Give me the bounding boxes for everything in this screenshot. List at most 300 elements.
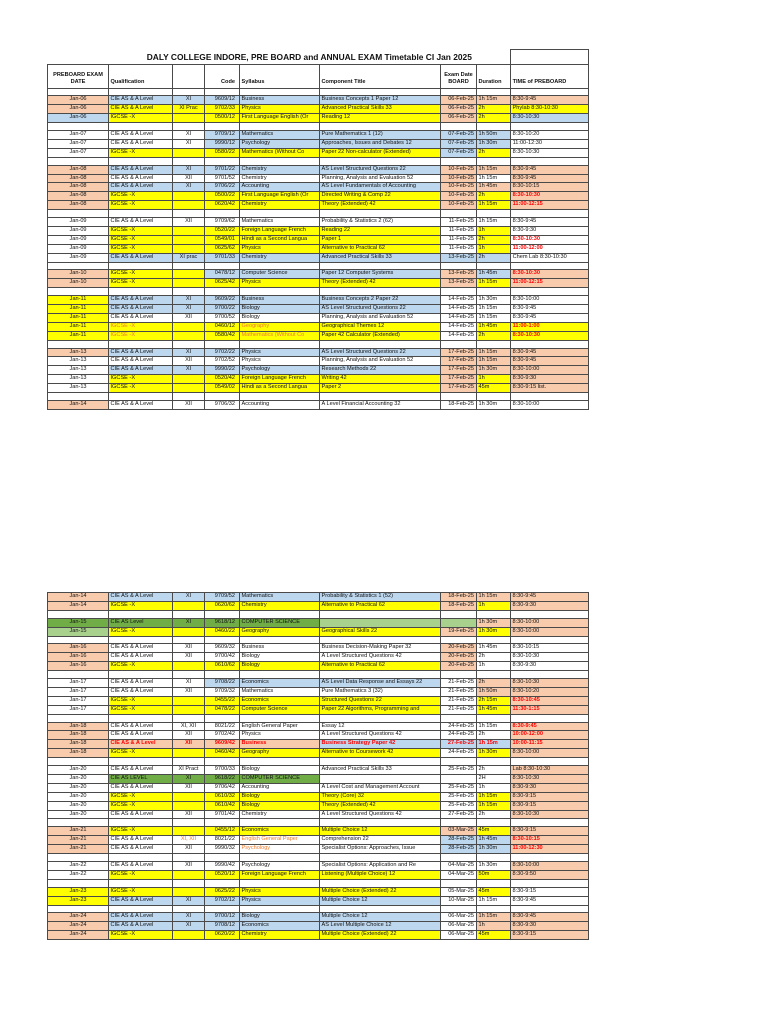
empty-cell: [441, 262, 477, 270]
empty-cell: [477, 905, 511, 913]
duration-cell: 1h 15m: [477, 357, 511, 366]
duration-cell: 45m: [477, 887, 511, 896]
preboard-time-cell: 8:30-9:15: [511, 887, 589, 896]
preboard-date-cell: Jan-20: [48, 810, 109, 819]
title-right-blank: [511, 50, 589, 65]
component-title-cell: Alternative to Practical 62: [320, 601, 441, 610]
qualification-cell: CIE AS & A Level: [109, 679, 173, 688]
duration-cell: 1h: [477, 375, 511, 384]
class-cell: XII: [173, 861, 205, 870]
table-row: [48, 601, 589, 610]
empty-cell: [511, 288, 589, 296]
preboard-time-cell: 8:30-9:15 list.: [511, 384, 589, 393]
preboard-date-cell: Jan-15: [48, 627, 109, 636]
code-cell: 0620/42: [205, 201, 240, 210]
empty-cell: [205, 393, 240, 401]
empty-cell: [173, 819, 205, 827]
qualification-cell: CIE AS & A Level: [109, 401, 173, 410]
duration-cell: 2h: [477, 766, 511, 775]
empty-cell: [441, 340, 477, 348]
table-row: [48, 731, 589, 740]
empty-cell: [109, 123, 173, 131]
empty-cell: [511, 636, 589, 644]
board-exam-date-cell: 20-Feb-25: [441, 644, 477, 653]
duration-cell: 1h 45m: [477, 836, 511, 845]
empty-cell: [477, 714, 511, 722]
class-cell: [173, 870, 205, 879]
preboard-time-cell: 8:30-10:30: [511, 148, 589, 157]
preboard-time-cell: Lab 8:30-10:30: [511, 766, 589, 775]
preboard-date-cell: Jan-20: [48, 774, 109, 783]
duration-cell: 2h: [477, 114, 511, 123]
preboard-time-cell: 8:30-10:30: [511, 192, 589, 201]
duration-cell: 1h 45m: [477, 322, 511, 331]
code-cell: 9709/62: [205, 218, 240, 227]
board-exam-date-cell: 18-Feb-25: [441, 401, 477, 410]
duration-cell: 2h: [477, 192, 511, 201]
component-title-cell: A Level Structured Questions 42: [320, 653, 441, 662]
board-exam-date-cell: 03-Mar-25: [441, 827, 477, 836]
component-title-cell: Paper 1: [320, 235, 441, 244]
empty-cell: [320, 819, 441, 827]
preboard-time-cell: 8:30-9:30: [511, 922, 589, 931]
class-cell: [173, 696, 205, 705]
empty-cell: [48, 671, 109, 679]
code-cell: 0500/12: [205, 114, 240, 123]
syllabus-cell: Mathematics (Without Co: [240, 331, 320, 340]
duration-cell: 2H: [477, 774, 511, 783]
class-cell: XI: [173, 774, 205, 783]
duration-cell: 1h: [477, 662, 511, 671]
board-exam-date-cell: 24-Feb-25: [441, 731, 477, 740]
empty-cell: [240, 123, 320, 131]
spacer-row: [48, 88, 589, 96]
table-row: [48, 913, 589, 922]
spacer-row: [48, 262, 589, 270]
duration-cell: 2h: [477, 148, 511, 157]
empty-cell: [477, 157, 511, 165]
empty-cell: [173, 340, 205, 348]
class-cell: XII: [173, 845, 205, 854]
duration-cell: 1h 45m: [477, 644, 511, 653]
class-cell: XI Prac: [173, 105, 205, 114]
component-title-cell: Alternative to Practical 62: [320, 244, 441, 253]
table-row: [48, 313, 589, 322]
code-cell: 9709/32: [205, 687, 240, 696]
code-cell: 0460/12: [205, 322, 240, 331]
code-cell: 9702/12: [205, 896, 240, 905]
code-cell: 0610/32: [205, 792, 240, 801]
empty-cell: [441, 210, 477, 218]
spacer-row: [48, 610, 589, 618]
empty-cell: [48, 636, 109, 644]
empty-cell: [511, 340, 589, 348]
preboard-date-cell: Jan-09: [48, 218, 109, 227]
board-exam-date-cell: 25-Feb-25: [441, 766, 477, 775]
board-exam-date-cell: 10-Feb-25: [441, 192, 477, 201]
preboard-date-cell: Jan-21: [48, 827, 109, 836]
qualification-cell: CIE AS & A Level: [109, 165, 173, 174]
component-title-cell: AS Level Fundamentals of Accounting: [320, 183, 441, 192]
empty-cell: [205, 879, 240, 887]
class-cell: [173, 384, 205, 393]
duration-cell: 1h 15m: [477, 801, 511, 810]
board-exam-date-cell: 06-Mar-25: [441, 913, 477, 922]
component-title-cell: Multiple Choice 12: [320, 896, 441, 905]
empty-cell: [173, 123, 205, 131]
syllabus-cell: English General Paper: [240, 722, 320, 731]
empty-cell: [109, 714, 173, 722]
qualification-cell: CIE AS & A Level: [109, 105, 173, 114]
preboard-time-cell: 8:30-10:20: [511, 131, 589, 140]
qualification-cell: IGCSE -X: [109, 870, 173, 879]
qualification-cell: IGCSE -X: [109, 705, 173, 714]
preboard-date-cell: Jan-21: [48, 845, 109, 854]
spacer-row: [48, 879, 589, 887]
table-row: [48, 331, 589, 340]
empty-cell: [173, 714, 205, 722]
preboard-time-cell: Phylab 8:30-10:30: [511, 105, 589, 114]
spacer-row: [48, 671, 589, 679]
component-title-cell: A Level Cost and Management Account: [320, 783, 441, 792]
empty-cell: [240, 819, 320, 827]
class-cell: [173, 192, 205, 201]
syllabus-cell: Psychology: [240, 861, 320, 870]
board-exam-date-cell: 10-Feb-25: [441, 201, 477, 210]
empty-cell: [48, 758, 109, 766]
component-title-cell: A Level Structured Questions 42: [320, 731, 441, 740]
empty-cell: [511, 88, 589, 96]
table-row: [48, 253, 589, 262]
component-title-cell: Advanced Practical Skills 33: [320, 766, 441, 775]
table-row: [48, 366, 589, 375]
duration-cell: 1h: [477, 783, 511, 792]
table-row: [48, 696, 589, 705]
preboard-time-cell: 8:30-10:00: [511, 861, 589, 870]
class-cell: XI Pract: [173, 766, 205, 775]
preboard-date-cell: Jan-24: [48, 922, 109, 931]
title-left-blank: [48, 50, 109, 65]
board-exam-date-cell: 10-Mar-25: [441, 896, 477, 905]
syllabus-cell: Mathematics (Without Co: [240, 148, 320, 157]
syllabus-cell: Physics: [240, 105, 320, 114]
empty-cell: [441, 88, 477, 96]
code-cell: 0620/62: [205, 601, 240, 610]
class-cell: XI: [173, 913, 205, 922]
preboard-date-cell: Jan-11: [48, 322, 109, 331]
syllabus-cell: Accounting: [240, 401, 320, 410]
syllabus-cell: Chemistry: [240, 174, 320, 183]
duration-cell: 2h: [477, 253, 511, 262]
board-exam-date-cell: 20-Feb-25: [441, 662, 477, 671]
duration-cell: 1h 30m: [477, 749, 511, 758]
table-row: [48, 662, 589, 671]
class-cell: [173, 749, 205, 758]
code-cell: 9708/22: [205, 679, 240, 688]
code-cell: 9706/42: [205, 783, 240, 792]
syllabus-cell: Accounting: [240, 783, 320, 792]
class-cell: XI: [173, 366, 205, 375]
syllabus-cell: Biology: [240, 766, 320, 775]
component-title-cell: AS Level Data Response and Essays 22: [320, 679, 441, 688]
empty-cell: [173, 636, 205, 644]
class-cell: XI: [173, 183, 205, 192]
empty-cell: [48, 854, 109, 862]
table-row: [48, 653, 589, 662]
duration-cell: 1h 15m: [477, 348, 511, 357]
preboard-time-cell: 8:30-9:30: [511, 662, 589, 671]
qualification-cell: CIE AS & A Level: [109, 861, 173, 870]
empty-cell: [205, 714, 240, 722]
preboard-time-cell: 8:30-10:30: [511, 653, 589, 662]
table-row: [48, 593, 589, 602]
component-title-cell: AS Level Structured Questions 22: [320, 305, 441, 314]
spacer-row: [48, 819, 589, 827]
duration-cell: 1h: [477, 226, 511, 235]
header-qualification: Qualification: [109, 64, 173, 88]
empty-cell: [109, 636, 173, 644]
class-cell: [173, 114, 205, 123]
class-cell: [173, 662, 205, 671]
class-cell: XI: [173, 922, 205, 931]
syllabus-cell: Physics: [240, 348, 320, 357]
duration-cell: 1h 15m: [477, 305, 511, 314]
empty-cell: [511, 819, 589, 827]
board-exam-date-cell: 11-Feb-25: [441, 235, 477, 244]
preboard-date-cell: Jan-07: [48, 148, 109, 157]
component-title-cell: Approaches, Issues and Debates 12: [320, 139, 441, 148]
duration-cell: 2h: [477, 679, 511, 688]
preboard-time-cell: 8:30-9:15: [511, 931, 589, 940]
empty-cell: [173, 393, 205, 401]
empty-cell: [48, 157, 109, 165]
table-row: [48, 131, 589, 140]
table-row: [48, 270, 589, 279]
preboard-time-cell: 8:30-9:30: [511, 783, 589, 792]
component-title-cell: Theory (Extended) 42: [320, 801, 441, 810]
preboard-time-cell: 11:00-12:00: [511, 244, 589, 253]
table-row: [48, 105, 589, 114]
empty-cell: [320, 636, 441, 644]
qualification-cell: CIE AS & A Level: [109, 174, 173, 183]
preboard-date-cell: Jan-13: [48, 348, 109, 357]
qualification-cell: IGCSE -X: [109, 931, 173, 940]
empty-cell: [477, 210, 511, 218]
component-title-cell: Comprehension 22: [320, 836, 441, 845]
empty-cell: [109, 88, 173, 96]
preboard-date-cell: Jan-20: [48, 792, 109, 801]
code-cell: 9708/12: [205, 922, 240, 931]
empty-cell: [320, 905, 441, 913]
component-title-cell: Multiple Choice (Extended) 22: [320, 931, 441, 940]
qualification-cell: CIE AS LEVEL: [109, 774, 173, 783]
preboard-date-cell: Jan-11: [48, 296, 109, 305]
empty-cell: [441, 714, 477, 722]
preboard-time-cell: 8:30-10:15: [511, 644, 589, 653]
duration-cell: 1h 45m: [477, 705, 511, 714]
board-exam-date-cell: 19-Feb-25: [441, 627, 477, 636]
preboard-date-cell: Jan-15: [48, 618, 109, 627]
code-cell: 9700/22: [205, 305, 240, 314]
preboard-date-cell: Jan-08: [48, 174, 109, 183]
empty-cell: [48, 610, 109, 618]
syllabus-cell: Mathematics: [240, 593, 320, 602]
qualification-cell: CIE AS & A Level: [109, 139, 173, 148]
table-row: [48, 401, 589, 410]
preboard-time-cell: 8:30-10:00: [511, 618, 589, 627]
component-title-cell: A Level Structured Questions 42: [320, 810, 441, 819]
component-title-cell: Multiple Choice 12: [320, 913, 441, 922]
duration-cell: 1h 15m: [477, 96, 511, 105]
preboard-time-cell: 8:30-10:30: [511, 679, 589, 688]
board-exam-date-cell: 17-Feb-25: [441, 375, 477, 384]
code-cell: 0520/42: [205, 375, 240, 384]
qualification-cell: CIE AS & A Level: [109, 766, 173, 775]
syllabus-cell: Business: [240, 644, 320, 653]
empty-cell: [48, 210, 109, 218]
class-cell: XI: [173, 896, 205, 905]
qualification-cell: IGCSE -X: [109, 279, 173, 288]
duration-cell: 2h: [477, 331, 511, 340]
preboard-date-cell: Jan-14: [48, 401, 109, 410]
class-cell: XII: [173, 687, 205, 696]
component-title-cell: Business Decision-Making Paper 32: [320, 644, 441, 653]
header-syllabus: Syllabus: [240, 64, 320, 88]
code-cell: 9702/33: [205, 105, 240, 114]
duration-cell: 1h 15m: [477, 740, 511, 749]
component-title-cell: Theory (Extended) 42: [320, 279, 441, 288]
preboard-date-cell: Jan-11: [48, 331, 109, 340]
component-title-cell: Research Methods 22: [320, 366, 441, 375]
syllabus-cell: Physics: [240, 279, 320, 288]
duration-cell: 1h 30m: [477, 401, 511, 410]
board-exam-date-cell: 07-Feb-25: [441, 131, 477, 140]
component-title-cell: Business Concepts 2 Paper 22: [320, 296, 441, 305]
table-row: [48, 766, 589, 775]
class-cell: [173, 792, 205, 801]
duration-cell: 45m: [477, 931, 511, 940]
qualification-cell: CIE AS & A Level: [109, 296, 173, 305]
code-cell: 9706/22: [205, 183, 240, 192]
qualification-cell: IGCSE -X: [109, 662, 173, 671]
empty-cell: [441, 610, 477, 618]
syllabus-cell: Geography: [240, 322, 320, 331]
table-row: [48, 774, 589, 783]
code-cell: 0478/22: [205, 705, 240, 714]
board-exam-date-cell: 06-Mar-25: [441, 931, 477, 940]
syllabus-cell: Chemistry: [240, 810, 320, 819]
table-row: [48, 384, 589, 393]
board-exam-date-cell: 04-Mar-25: [441, 870, 477, 879]
code-cell: 0625/62: [205, 244, 240, 253]
table-row: [48, 244, 589, 253]
table-row: [48, 792, 589, 801]
preboard-time-cell: 8:30-10:45: [511, 696, 589, 705]
empty-cell: [48, 819, 109, 827]
empty-cell: [477, 340, 511, 348]
board-exam-date-cell: 14-Feb-25: [441, 313, 477, 322]
empty-cell: [511, 157, 589, 165]
empty-cell: [48, 393, 109, 401]
preboard-time-cell: 8:30-10:00: [511, 296, 589, 305]
code-cell: 8021/22: [205, 836, 240, 845]
board-exam-date-cell: 13-Feb-25: [441, 270, 477, 279]
duration-cell: 1h 15m: [477, 313, 511, 322]
duration-cell: 45m: [477, 384, 511, 393]
preboard-time-cell: 8:30-9:45: [511, 357, 589, 366]
duration-cell: 1h 30m: [477, 139, 511, 148]
preboard-date-cell: Jan-07: [48, 131, 109, 140]
component-title-cell: AS Level Structured Questions 22: [320, 348, 441, 357]
duration-cell: 1h 50m: [477, 131, 511, 140]
duration-cell: 1h 45m: [477, 183, 511, 192]
component-title-cell: Reading 12: [320, 114, 441, 123]
syllabus-cell: Mathematics: [240, 131, 320, 140]
code-cell: 9990/22: [205, 366, 240, 375]
syllabus-cell: Biology: [240, 662, 320, 671]
code-cell: 9700/42: [205, 653, 240, 662]
class-cell: XI: [173, 96, 205, 105]
class-cell: [173, 226, 205, 235]
qualification-cell: IGCSE -X: [109, 601, 173, 610]
duration-cell: 1h 30m: [477, 627, 511, 636]
qualification-cell: CIE AS & A Level: [109, 593, 173, 602]
table-row: [48, 931, 589, 940]
empty-cell: [477, 88, 511, 96]
table-row: [48, 627, 589, 636]
board-exam-date-cell: 21-Feb-25: [441, 696, 477, 705]
component-title-cell: [320, 618, 441, 627]
class-cell: XI, XII: [173, 836, 205, 845]
class-cell: XII: [173, 357, 205, 366]
syllabus-cell: First Language English (Or: [240, 192, 320, 201]
empty-cell: [173, 905, 205, 913]
duration-cell: 2h: [477, 105, 511, 114]
class-cell: XI: [173, 593, 205, 602]
preboard-date-cell: Jan-21: [48, 836, 109, 845]
preboard-time-cell: 8:30-10:20: [511, 687, 589, 696]
header-duration: Duration: [477, 64, 511, 88]
syllabus-cell: Physics: [240, 896, 320, 905]
qualification-cell: CIE AS & A Level: [109, 183, 173, 192]
duration-cell: 45m: [477, 827, 511, 836]
board-exam-date-cell: [441, 774, 477, 783]
preboard-time-cell: 10:00-11:15: [511, 740, 589, 749]
empty-cell: [320, 714, 441, 722]
empty-cell: [109, 879, 173, 887]
code-cell: 9609/42: [205, 740, 240, 749]
empty-cell: [173, 879, 205, 887]
preboard-date-cell: Jan-16: [48, 653, 109, 662]
spacer-row: [48, 854, 589, 862]
empty-cell: [511, 123, 589, 131]
board-exam-date-cell: 25-Feb-25: [441, 792, 477, 801]
class-cell: XII: [173, 644, 205, 653]
empty-cell: [205, 210, 240, 218]
preboard-date-cell: Jan-13: [48, 366, 109, 375]
spacer-row: [48, 210, 589, 218]
spacer-row: [48, 636, 589, 644]
empty-cell: [48, 714, 109, 722]
preboard-time-cell: 8:30-9:45: [511, 218, 589, 227]
preboard-time-cell: 8:30-9:30: [511, 375, 589, 384]
empty-cell: [240, 610, 320, 618]
syllabus-cell: Business: [240, 296, 320, 305]
class-cell: [173, 322, 205, 331]
class-cell: [173, 270, 205, 279]
preboard-date-cell: Jan-08: [48, 201, 109, 210]
empty-cell: [477, 393, 511, 401]
